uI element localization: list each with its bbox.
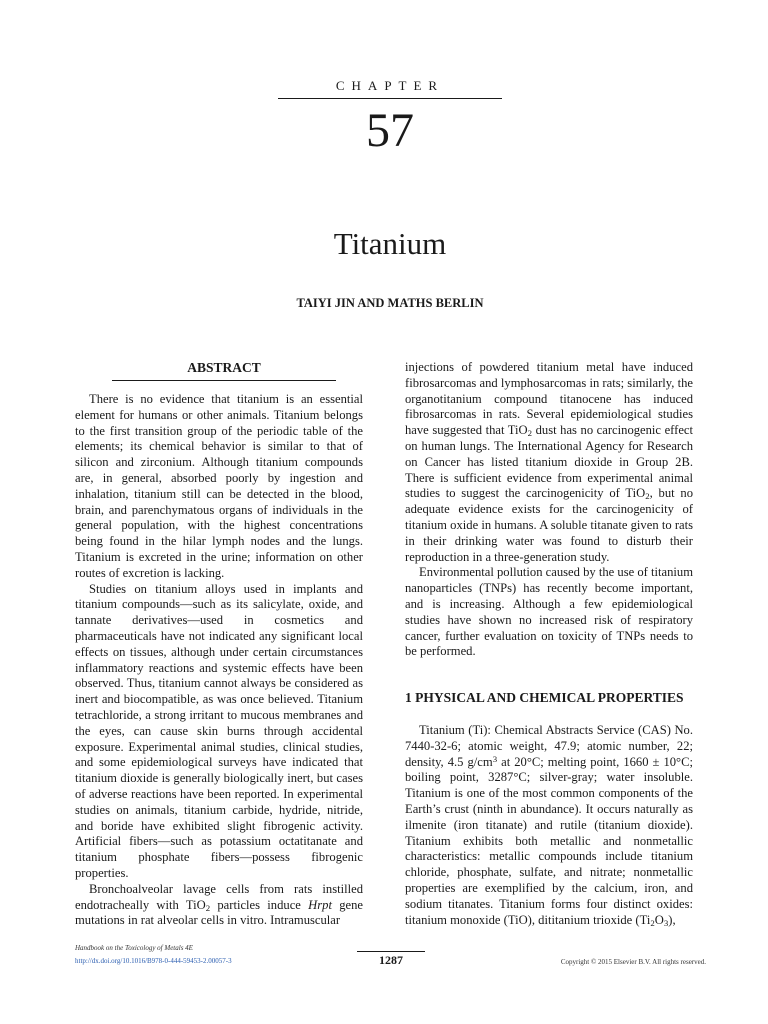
abstract-p3-text-b: particles induce — [210, 897, 309, 912]
subscript: 2 — [645, 491, 650, 502]
subscript: 2 — [527, 428, 533, 439]
subscript: 2 — [205, 902, 211, 913]
right-column — [405, 360, 693, 660]
chapter-label: CHAPTER — [335, 78, 445, 93]
authors: TAIYI JIN AND MATHS BERLIN — [296, 296, 484, 310]
footer-copyright: Copyright © 2015 Elsevier B.V. All rights reserved. — [560, 958, 706, 966]
abstract-rule — [112, 380, 336, 381]
superscript: 3 — [492, 753, 498, 764]
abstract-paragraph-1: There is no evidence that titanium is an essential element for humans or other animals. Titanium belongs to the first transition group of the periodic table of the elements; its chemical behavior is similar to that of silicon and zirconium. Although titanium compounds are, in general, absorbed poorly by ingestion and inhalation, titanium still can be detected in the blood, brain, and parenchymatous organs of individuals in the general population, with the highest concentrations being found in the hilar lymph nodes and the lungs. Titanium is excreted in the urine; information on other routes of excretion is lacking. — [75, 392, 363, 580]
continued-text-a: injections of powdered titanium metal have induced fibrosarcomas and lymphosarcomas in rats; similarly, the organotitanium compound titanocene has induced fibrosarcomas in rats. Several epidemiological studies have suggested that TiO — [405, 360, 693, 438]
abstract-paragraph-4: Environmental pollution caused by the use of titanium nanoparticles (TNPs) has recently become important, and is increasing. Although a few epidemiological studies have shown no increased risk of respiratory cancer, further evaluation on toxicity of TNPs needs to be performed. — [405, 565, 693, 659]
subscript: 3 — [663, 917, 669, 928]
section-text-1: Titanium (Ti): Chemical Abstracts Service (CAS) No. 7440-32-6; atomic weight, 47.9; atomic number, 22; density, 4.5 g/cm — [405, 723, 693, 769]
continued-text-c: , but no adequate evidence exists for the carcinogenicity of titanium oxide in humans. A soluble titanate given to rats in their drinking water was found to disturb their reproduction in a three-generation study. — [405, 486, 693, 564]
gene-name: Hrpt — [308, 897, 332, 912]
abstract-p3-text-a: Bronchoalveolar lavage cells from rats instilled endotracheally with TiO — [75, 881, 363, 912]
abstract-paragraph-2: Studies on titanium alloys used in implants and titanium compounds—such as its salicylate, oxide, and tannate derivatives—used in cosmetics and pharmaceuticals have not indicated any significant local effects on tissues, although under certain circumstances inflammatory reactions and systemic effects have been observed. Thus, titanium cannot always be considered as inert and biocompatible, as was once believed. Titanium tetrachloride, a strong irritant to mucous membranes and the eyes, can cause skin burns through accidental exposure. Experimental animal studies, clinical studies, and some epidemiological surveys have indicated that titanium dioxide is generally biologically inert, but cases of adverse reactions have been reported. In experimental studies on animals, titanium carbide, hydride, nitride, and boride have exhibited slight fibrogenic activity. Artificial fibers—such as potassium octatitanate and titanium phosphate fibers—possess fibrogenic properties. — [75, 581, 363, 880]
abstract-p3-text-c: gene mutations in rat alveolar cells in vitro. Intramuscular — [75, 897, 363, 928]
continued-text-b: dust has no carcinogenic effect on human lungs. The International Agency for Research on Cancer has listed titanium dioxide in Group 2B. There is sufficient evidence from experimental animal studies to suggest the carcinogenicity of TiO — [405, 423, 693, 501]
abstract-heading: ABSTRACT — [187, 360, 261, 375]
section-body — [405, 723, 693, 928]
chapter-title: Titanium — [333, 226, 447, 261]
subscript: 2 — [650, 917, 655, 928]
footer-rule — [357, 951, 425, 952]
section-text-3: O — [654, 912, 664, 927]
page-number: 1287 — [379, 953, 403, 967]
section-paragraph-1 — [405, 723, 693, 928]
footer-book-title: Handbook on the Toxicology of Metals 4E — [75, 944, 193, 952]
chapter-rule — [278, 98, 502, 99]
footer-doi-link[interactable]: http://dx.doi.org/10.1016/B978-0-444-59453-2.00057-3 — [75, 957, 232, 965]
abstract-paragraph-3 — [75, 882, 363, 929]
section-text-2: at 20°C; melting point, 1660 ± 10°C; boiling point, 3287°C; silver-gray; water insoluble. Titanium is one of the most common components of the Earth’s crust (ninth in abundance). It occurs naturally as ilmenite (iron titanate) and rutile (titanium dioxide). Titanium exhibits both metallic and nonmetallic characteristics: metallic compounds include titanium chloride, phosphate, sulfate, and nitrate; nonmetallic properties are exemplified by the calcium, iron, and sodium titanates. Titanium forms four distinct oxides: titanium monoxide (TiO), dititanium trioxide (Ti — [405, 754, 693, 927]
abstract-paragraph-3-continued — [405, 360, 693, 565]
left-column — [75, 392, 363, 929]
chapter-number: 57 — [366, 104, 414, 157]
section-text-4: ), — [668, 912, 676, 927]
section-heading: 1 PHYSICAL AND CHEMICAL PROPERTIES — [405, 690, 684, 705]
